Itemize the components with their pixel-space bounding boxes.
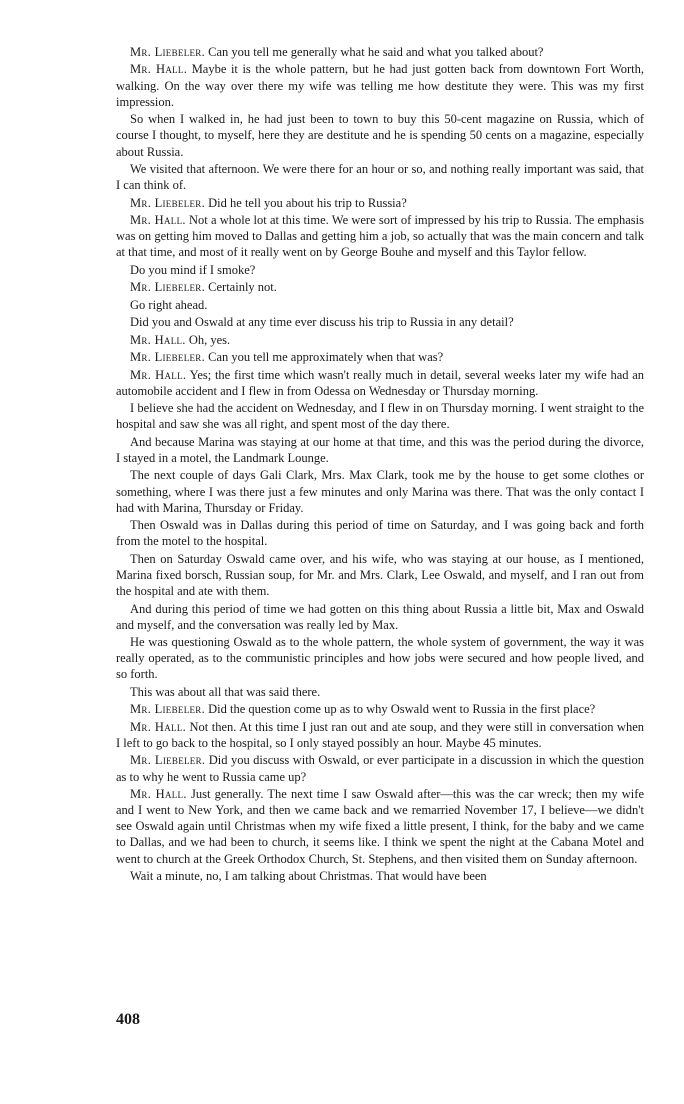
paragraph-text: I believe she had the accident on Wednesday, and I flew in on Thursday morning. I went straight to the hospital and saw she was all right, and spent most of the day there. <box>116 401 644 432</box>
speaker-label: Mr. Liebeler. <box>130 753 206 768</box>
paragraph-text: He was questioning Oswald as to the whole pattern, the whole system of government, the way it was really operated, as to the communistic principles and how jobs were secured and how people lived, and so forth. <box>116 635 644 682</box>
speaker-label: Mr. Liebeler. <box>130 45 206 59</box>
paragraph-text: And because Marina was staying at our home at that time, and this was the period during the divorce, I stayed in a motel, the Landmark Lounge. <box>116 434 644 465</box>
paragraph-text: Oh, yes. <box>188 332 231 347</box>
speaker-label: Mr. Liebeler. <box>130 280 206 295</box>
paragraph-text: Not then. At this time I just ran out and ate soup, and they were still in conversation when I left to go back to the hospital, so I only stayed possibly an hour. Maybe 45 minutes. <box>116 719 645 750</box>
paragraph-text: Yes; the first time which wasn't really much in detail, several weeks later my wife had an automobile accident and I flew in from Odessa on Wednesday or Thursday morning. <box>116 367 645 398</box>
testimony-paragraph <box>116 684 644 700</box>
testimony-paragraph <box>116 719 644 751</box>
paragraph-text: Can you tell me approximately when that was? <box>208 350 444 365</box>
testimony-paragraph <box>116 61 644 109</box>
paragraph-text: Did you and Oswald at any time ever discuss his trip to Russia in any detail? <box>130 315 514 330</box>
testimony-paragraph <box>116 367 644 399</box>
speaker-label: Mr. Hall. <box>130 787 187 801</box>
paragraph-text: And during this period of time we had gotten on this thing about Russia a little bit, Max and Oswald and myself, and the conversation was really led by Max. <box>116 601 644 632</box>
testimony-paragraph <box>116 701 644 717</box>
testimony-paragraph <box>116 551 644 599</box>
paragraph-text: Certainly not. <box>208 280 277 295</box>
testimony-paragraph <box>116 279 644 295</box>
testimony-paragraph <box>116 44 644 60</box>
speaker-label: Mr. Liebeler. <box>130 350 206 365</box>
paragraph-text: Do you mind if I smoke? <box>130 262 256 277</box>
paragraph-text: Did he tell you about his trip to Russia? <box>208 195 407 210</box>
testimony-paragraph <box>116 786 644 867</box>
paragraph-text: We visited that afternoon. We were there for an hour or so, and nothing really important was said, that I can think of. <box>116 161 644 193</box>
testimony-paragraph <box>116 868 644 884</box>
speaker-label: Mr. Hall. <box>130 367 187 382</box>
paragraph-text: This was about all that was said there. <box>130 684 321 699</box>
paragraph-text: Can you tell me generally what he said and what you talked about? <box>208 45 544 59</box>
paragraph-text: The next couple of days Gali Clark, Mrs. Max Clark, took me by the house to get some clothes or something, where I was there just a few minutes and only Marina was there. That was the only contact I had with Marina, Thursday or Friday. <box>116 468 644 515</box>
testimony-paragraph <box>116 314 644 330</box>
paragraph-text: Not a whole lot at this time. We were sort of impressed by his trip to Russia. The emphasis was on getting him moved to Dallas and getting him a job, so actually that was the main concern and talk at that time, and most of it really went on by George Bouhe and myself and this Taylor fellow. <box>116 213 645 260</box>
testimony-text <box>116 44 644 886</box>
speaker-label: Mr. Liebeler. <box>130 702 206 717</box>
paragraph-text: Then Oswald was in Dallas during this period of time on Saturday, and I was going back and forth from the motel to the hospital. <box>116 518 644 549</box>
testimony-paragraph <box>116 752 644 784</box>
testimony-paragraph <box>116 467 644 515</box>
paragraph-text: Maybe it is the whole pattern, but he had just gotten back from downtown Fort Worth, walking. On the way over there my wife was telling me how destitute they were. This was my first impression. <box>116 62 644 109</box>
testimony-paragraph <box>116 212 644 260</box>
testimony-paragraph <box>116 195 644 211</box>
speaker-label: Mr. Liebeler. <box>130 195 206 210</box>
paragraph-text: Just generally. The next time I saw Oswald after—this was the car wreck; then my wife and I went to New York, and then we came back and we remarried November 17, I believe—we didn't see Oswald again until Christmas when my wife fixed a little present, I think, for the baby and we came to Dallas, and we had been to church, it seems like. I think we spent the night at the Cabana Motel and went to church at the Greek Orthodox Church, St. Stephens, and then visited them on Sunday afternoon. <box>116 787 644 866</box>
testimony-paragraph <box>116 601 644 633</box>
speaker-label: Mr. Hall. <box>130 62 188 77</box>
paragraph-text: Then on Saturday Oswald came over, and his wife, who was staying at our house, as I mentioned, Marina fixed borsch, Russian soup, for Mr. and Mrs. Clark, Lee Oswald, and myself, and I ran out from the hospital and ate with them. <box>116 551 644 599</box>
testimony-paragraph <box>116 400 644 432</box>
speaker-label: Mr. Hall. <box>130 213 186 228</box>
testimony-paragraph <box>116 349 644 365</box>
testimony-paragraph <box>116 262 644 278</box>
testimony-paragraph <box>116 297 644 313</box>
paragraph-text: Wait a minute, no, I am talking about Christmas. That would have been <box>130 869 487 884</box>
testimony-paragraph <box>116 634 644 682</box>
paragraph-text: Did the question come up as to why Oswald went to Russia in the first place? <box>208 702 596 717</box>
speaker-label: Mr. Hall. <box>130 332 186 347</box>
paragraph-text: So when I walked in, he had just been to town to buy this 50-cent magazine on Russia, which of course I thought, to myself, here they are destitute and he is spending 50 cents on a magazine, especially about Russia. <box>116 112 644 159</box>
speaker-label: Mr. Hall. <box>130 719 187 734</box>
testimony-paragraph <box>116 332 644 348</box>
paragraph-text: Go right ahead. <box>130 297 208 312</box>
testimony-paragraph <box>116 111 644 159</box>
page-number: 408 <box>116 1011 140 1028</box>
paragraph-text: Did you discuss with Oswald, or ever participate in a discussion in which the question as to why he went to Russia came up? <box>116 753 644 784</box>
testimony-paragraph <box>116 434 644 466</box>
testimony-paragraph <box>116 161 644 193</box>
testimony-paragraph <box>116 517 644 549</box>
